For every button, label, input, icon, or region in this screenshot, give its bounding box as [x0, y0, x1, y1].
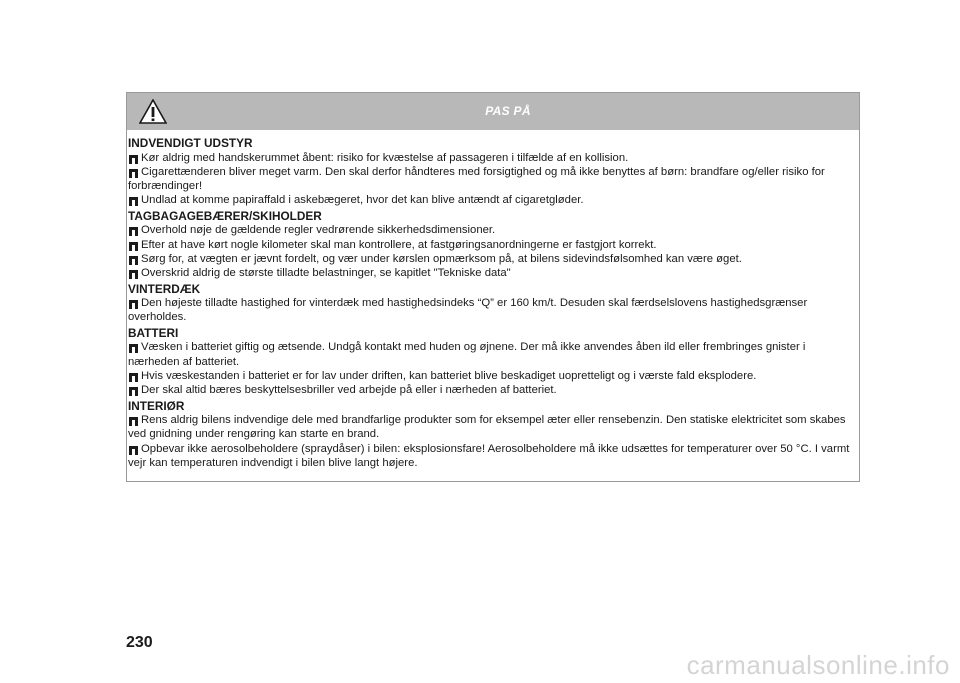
list-item-text: Cigarettænderen bliver meget varm. Den skal derfor håndteres med forsigtighed og må ikke benyttes af børn: brandfare og/eller risiko for forbrændinger! [128, 165, 825, 193]
list-item [128, 223, 853, 237]
warning-box [126, 92, 860, 482]
list-item-text: Undlad at komme papiraffald i askebægeret, hvor det kan blive antændt af cigaretgløder. [141, 194, 584, 207]
list-item-text: Der skal altid bæres beskyttelsesbriller ved arbejde på eller i nærheden af batteriet. [141, 384, 557, 397]
warning-title: PAS PÅ [485, 104, 531, 118]
bullet-icon [129, 242, 138, 251]
bullet-icon [129, 387, 138, 396]
section-heading: BATTERI [128, 325, 179, 340]
watermark: carmanualsonline.info [686, 650, 950, 680]
page-number: 230 [126, 634, 153, 651]
list-item-text: Væsken i batteriet giftig og ætsende. Undgå kontakt med huden og øjnene. Der må ikke anvendes åben ild eller frembringes gnister i nærheden af batteriet. [128, 341, 806, 368]
warning-header [127, 93, 859, 130]
list-item [128, 266, 853, 280]
bullet-icon [129, 344, 138, 353]
list-item [128, 238, 853, 252]
list-item-text: Den højeste tilladte hastighed for vinterdæk med hastighedsindeks “Q” er 160 km/t. Desuden skal færdselslovens hastighedsgrænser overholdes. [128, 297, 808, 324]
bullet-icon [129, 155, 138, 164]
list-item-text: Overskrid aldrig de største tilladte belastninger, se kapitlet "Tekniske data" [141, 267, 511, 280]
list-item-text: Kør aldrig med handskerummet åbent: risiko for kvæstelse af passageren i tilfælde af en kollision. [141, 151, 629, 164]
bullet-icon [129, 169, 138, 178]
section-heading: VINTERDÆK [128, 281, 201, 296]
section-heading: INTERIØR [128, 398, 185, 413]
list-item-text: Hvis væskestanden i batteriet er for lav under driften, kan batteriet blive beskadiget uopretteligt og i værste fald eksplodere. [141, 369, 757, 382]
list-item [128, 252, 853, 266]
list-item [128, 296, 853, 325]
bullet-icon [129, 373, 138, 382]
section-heading: INDVENDIGT UDSTYR [128, 136, 253, 150]
list-item-text: Efter at have kørt nogle kilometer skal man kontrollere, at fastgøringsanordningerne er fastgjort korrekt. [141, 238, 657, 251]
list-item [128, 193, 853, 207]
list-item-text: Opbevar ikke aerosolbeholdere (spraydåser) i bilen: eksplosionsfare! Aerosolbeholdere må ikke udsættes for temperaturer over 50 °C. I varmt vejr kan temperaturen indvendigt i bilen blive langt højere. [128, 442, 850, 470]
bullet-icon [129, 227, 138, 236]
list-item [128, 383, 853, 397]
list-item-text: Overhold nøje de gældende regler vedrørende sikkerhedsdimensioner. [141, 224, 496, 237]
bullet-icon [129, 270, 138, 279]
list-item [128, 151, 853, 165]
bullet-icon [129, 417, 138, 426]
section-heading: TAGBAGAGEBÆRER/SKIHOLDER [128, 208, 322, 223]
list-item [128, 442, 853, 471]
list-item-text: Rens aldrig bilens indvendige dele med brandfarlige produkter som for eksempel æter eller rensebenzin. Den statiske elektricitet som skabes ved gnidning under rengøring kan starte en brand. [128, 414, 846, 441]
bullet-icon [129, 446, 138, 455]
list-item [128, 340, 853, 369]
list-item [128, 369, 853, 383]
list-item [128, 165, 853, 194]
bullet-icon [129, 300, 138, 309]
warning-body [127, 130, 859, 470]
list-item [128, 413, 853, 442]
list-item-text: Sørg for, at vægten er jævnt fordelt, og vær under kørslen opmærksom på, at bilens sidevindsfølsomhed kan være øget. [141, 252, 742, 265]
bullet-icon [129, 197, 138, 206]
bullet-icon [129, 256, 138, 265]
